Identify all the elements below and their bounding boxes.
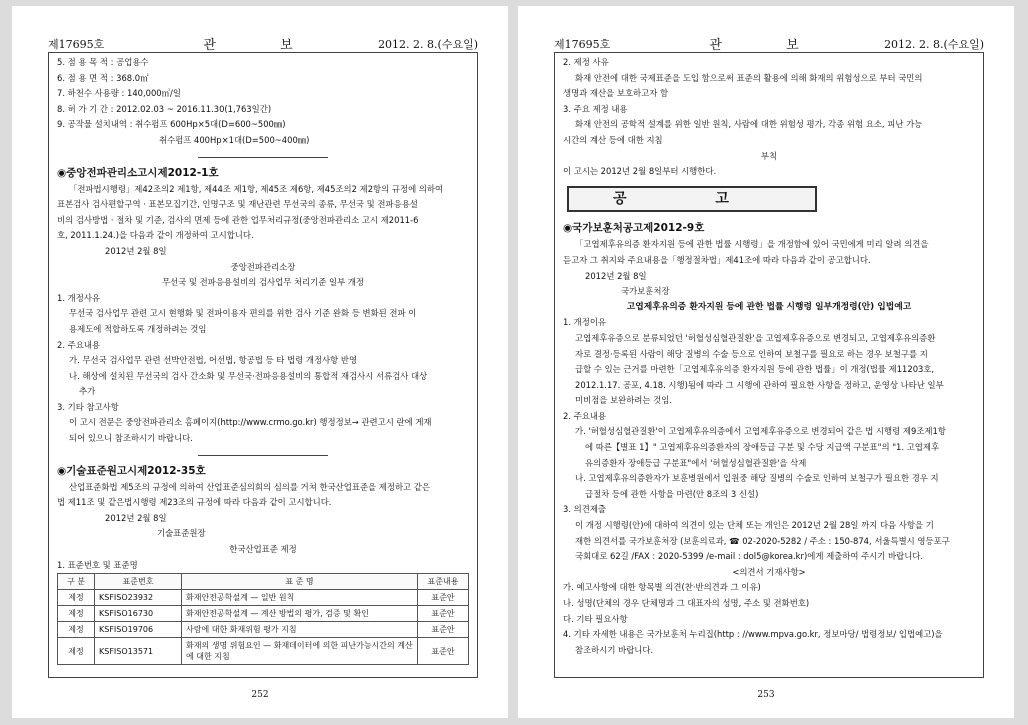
text-line: 1. 개정이유: [563, 317, 607, 328]
notice-subtitle: 고엽제후유의증 환자지원 등에 관한 법률 시행령 일부개정령(안) 입법예고: [626, 301, 912, 312]
notice-date: 2012년 2월 8일: [585, 270, 647, 281]
text-line: 3. 기타 참고사항: [57, 401, 119, 412]
text-line: 추가: [79, 386, 96, 397]
table-cell: 표준안: [418, 638, 469, 665]
text-line: 무선국 검사업무 관련 고시 현행화 및 전파이용자 편의를 위한 검사 기준 완화 등 변화된 전파 이: [69, 308, 417, 319]
appendix-text: 이 고시는 2012년 2월 8일부터 시행한다.: [563, 166, 717, 177]
page-number: 253: [757, 690, 775, 700]
divider: [198, 157, 328, 158]
text-line: 자로 결정·등록된 사람이 해당 질병의 수술 등으로 인하여 보철구를 필요로 하는 경우 보철구를 지: [575, 348, 928, 359]
left-page: [12, 6, 508, 718]
text-line: 비의 검사방법 · 절차 및 기준, 검사의 면제 등에 관한 업무처리규정(중앙전파관리소 고시 제2011-6: [57, 214, 419, 225]
issue-date: 2012. 2. 8.(수요일): [884, 38, 984, 51]
notice-date: 2012년 2월 8일: [105, 512, 167, 523]
text-line: 유의증환자 장애등급 구분표"에서 '허혈성심혈관질환'을 삭제: [585, 457, 807, 468]
page-header: [48, 34, 478, 52]
content-text: [563, 55, 975, 658]
notice-date: 2012년 2월 8일: [105, 245, 167, 256]
table-row: [58, 606, 469, 622]
text-line: 국회대로 62길 /FAX : 2020-5399 /e-mail : dol5@korea.kr)에게 제출하여 주시기 바랍니다.: [575, 551, 924, 562]
divider: [198, 455, 328, 456]
text-line: 2. 제정 사유: [563, 57, 609, 67]
table-cell: 제정: [58, 590, 95, 606]
text-line: 1. 표준번호 및 표준명: [57, 559, 138, 570]
text-line: 4. 기타 자세한 내용은 국가보훈처 누리집(http : //www.mpva.go.kr, 정보마당/ 법령정보/ 입법예고)을: [563, 629, 943, 640]
text-line: 급절차 등에 관한 사항을 마련(안 8조의 3 신설): [585, 488, 759, 499]
text-line: 7. 하천수 사용량 : 140,000㎥/일: [57, 88, 181, 99]
text-line: <의견서 기재사항>: [732, 566, 806, 577]
table-cell: 표준안: [418, 590, 469, 606]
text-line: 시간의 계산 등에 대한 지침: [563, 134, 663, 145]
table-row: [58, 638, 469, 665]
text-line: 이 개정 시행령(안)에 대하여 의견이 있는 단체 또는 개인은 2012년 2월 28일 까지 다음 사항을 기: [575, 520, 934, 531]
table-cell: 제정: [58, 606, 95, 622]
table-cell: 제정: [58, 622, 95, 638]
text-line: 고엽제후유증으로 분류되었던 '허혈성심혈관질환'을 고엽제후유증으로 변경되고, 고엽제후유의증환: [575, 332, 936, 343]
text-line: 가. '허혈성심혈관질환'이 고엽제후유의증에서 고엽제후유증으로 변경되어 같은 법 시행령 제9조제1항: [575, 426, 946, 437]
content-frame: [554, 52, 984, 678]
notice-issuer: 중앙전파관리소장: [230, 261, 296, 272]
column-header: 구 분: [58, 574, 95, 590]
column-header: 표 준 명: [182, 574, 418, 590]
notice-issuer: 국가보훈처장: [621, 286, 670, 297]
text-line: 2012.1.17. 공포, 4.18. 시행)됨에 따라 그 시행에 관하여 필요한 사항을 정하고, 운영상 나타난 일부: [575, 379, 944, 390]
text-line: 듣고자 그 취지와 주요내용을「행정절차법」제41조에 따라 다음과 같이 공고합니다.: [563, 254, 871, 265]
table-cell: KSFISO16730: [95, 606, 182, 622]
text-line: 되어 있으니 참조하시기 바랍니다.: [69, 433, 193, 444]
text-line: 생명과 재산을 보호하고자 함: [563, 88, 669, 99]
table-row: [58, 622, 469, 638]
text-line: 3. 의견제출: [563, 504, 607, 515]
text-line: 화재 안전의 공학적 설계를 위한 일반 원칙, 사람에 대한 위험성 평가, 각종 위험 요소, 피난 가능: [575, 119, 923, 130]
content-text: [57, 55, 469, 665]
gonggo-banner: 공 고: [567, 186, 817, 212]
table-cell: 화재안전공학설계 — 계산 방법의 평가, 검증 및 확인: [182, 606, 418, 622]
table-cell: 표준안: [418, 622, 469, 638]
notice-subtitle: 무선국 및 전파응용설비의 검사업무 처리기준 일부 개정: [161, 277, 365, 288]
table-cell: KSFISO19706: [95, 622, 182, 638]
text-line: 산업표준화법 제5조의 규정에 의하여 산업표준심의회의 심의를 거쳐 한국산업표준을 제정하고 같은: [69, 481, 430, 492]
issue-number: 제17695호: [48, 38, 105, 51]
gazette-title: 관 보: [709, 38, 829, 53]
page-number: 252: [251, 690, 269, 700]
notice-heading: ◉중앙전파관리소고시제2012-1호: [57, 166, 219, 179]
column-header: 표준번호: [95, 574, 182, 590]
text-line: 5. 점 용 목 적 : 공업용수: [57, 57, 149, 67]
text-line: 2. 주요내용: [57, 339, 101, 350]
notice-subtitle: 한국산업표준 제정: [229, 544, 297, 555]
text-line: 8. 허 가 기 간 : 2012.02.03 ~ 2016.11.30(1,763일간): [57, 103, 272, 114]
table-cell: 사람에 대한 화재위험 평가 지침: [182, 622, 418, 638]
table-cell: KSFISO13571: [95, 638, 182, 665]
appendix-title: 부칙: [760, 150, 778, 161]
text-line: 3. 주요 제정 내용: [563, 103, 628, 114]
text-line: 취수펌프 400Hp×1대(D=500~400㎜): [159, 134, 310, 145]
text-line: 재한 의견서를 국가보훈처장 (보훈의료과, ☎ 02-2020-5282 / 주소 : 150-874, 서울특별시 영등포구: [575, 535, 950, 546]
text-line: 1. 개정사유: [57, 292, 101, 303]
text-line: 나. 고엽제후유의증환자가 보훈병원에서 입원중 해당 질병의 수술로 인하여 보철구가 필요한 경우 지: [575, 473, 939, 484]
text-line: 다. 기타 필요사항: [563, 613, 628, 624]
text-line: 9. 공작물 설치내역 : 취수펌프 600Hp×5대(D=600~500㎜): [57, 119, 286, 130]
text-line: 6. 점 용 면 적 : 368.0㎡: [57, 72, 149, 83]
column-header: 표준내용: [418, 574, 469, 590]
text-line: 화재 안전에 대한 국제표준을 도입 함으로써 표준의 활용에 의해 화재의 위험성으로 부터 국민의: [575, 72, 923, 83]
text-line: 표본검사 검사편할구역 · 표본모집기간, 인명구조 및 재난관련 무선국의 종류, 무선국 및 전파응용설: [57, 199, 418, 210]
issue-date: 2012. 2. 8.(수요일): [378, 38, 478, 51]
notice-issuer: 기술표준원장: [157, 528, 206, 539]
content-frame: [48, 52, 478, 678]
table-row: [58, 590, 469, 606]
text-line: 법 제11조 및 같은법시행령 제23조의 규정에 따라 다음과 같이 고시합니다.: [57, 497, 332, 508]
text-line: 「전파법시행령」제42조의2 제1항, 제44조 제1항, 제45조 제6항, 제45조의2 제2항의 규정에 의하여: [69, 183, 444, 194]
gazette-title: 관 보: [203, 38, 323, 53]
page-header: [554, 34, 984, 52]
table-header-row: [58, 574, 469, 590]
standards-table: [57, 573, 469, 665]
text-line: 미비점을 보완하려는 것임.: [575, 395, 672, 406]
text-line: 이 고시 전문은 중앙전파관리소 홈페이지(http://www.crmo.go.kr) 행정정보→ 관련고시 란에 게재: [69, 417, 432, 428]
table-cell: 화재안전공학설계 — 일반 원칙: [182, 590, 418, 606]
text-line: 호, 2011.1.24.)을 다음과 같이 개정하여 고시합니다.: [57, 230, 254, 241]
text-line: 나. 성명(단체의 경우 단체명과 그 대표자의 성명, 주소 및 전화번호): [563, 598, 810, 608]
text-line: 「고엽제후유의증 환자지원 등에 관한 법률 시행령」을 개정함에 있어 국민에게 미리 알려 의견을: [575, 239, 929, 250]
text-line: 에 따른【별표 1】" 고엽제후유의증환자의 장애등급 구분 및 수당 지급액 구분표"의 "1. 고엽제후: [585, 442, 940, 453]
text-line: 2. 주요내용: [563, 410, 607, 421]
issue-number: 제17695호: [554, 38, 611, 51]
text-line: 가. 예고사항에 대한 항목별 의견(찬·반의견과 그 이유): [563, 582, 761, 593]
table-cell: 제정: [58, 638, 95, 665]
right-page: [518, 6, 1014, 718]
text-line: 급할 수 있는 근거를 마련한「고엽제후유의증 환자지원 등에 관한 법률」이 개정(법률 제11203호,: [575, 364, 935, 375]
text-line: 용제도에 적합하도록 개정하려는 것임: [69, 323, 207, 334]
text-line: 참조하시기 바랍니다.: [575, 644, 654, 655]
text-line: 나. 해상에 설치된 무선국의 검사 간소화 및 무선국·전파응용설비의 통합적 재검사시 서류검사 대상: [69, 370, 428, 381]
notice-heading: ◉국가보훈처공고제2012-9호: [563, 222, 705, 235]
notice-heading: ◉기술표준원고시제2012-35호: [57, 464, 206, 477]
table-cell: 화재의 생명 위험요인 — 화재데이터에 의한 피난가능시간의 계산에 대한 지침: [182, 638, 418, 665]
text-line: 가. 무선국 검사업무 관련 선박안전법, 어선법, 항공법 등 타 법령 개정사항 반영: [69, 355, 358, 366]
table-cell: KSFISO23932: [95, 590, 182, 606]
table-cell: 표준안: [418, 606, 469, 622]
